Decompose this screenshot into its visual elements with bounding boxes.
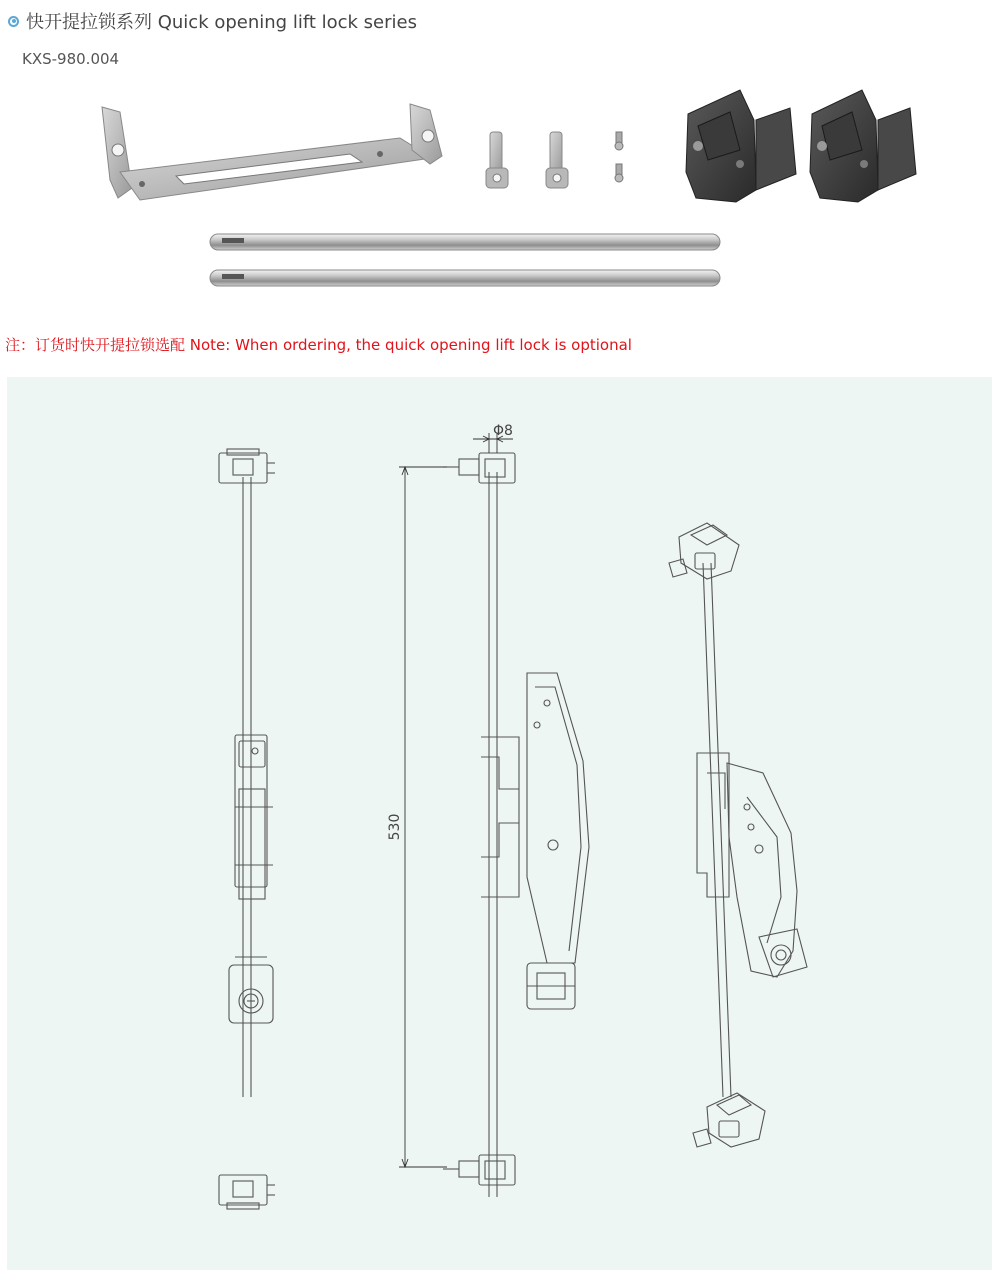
section-header <box>8 8 417 34</box>
technical-drawing <box>7 377 992 1270</box>
order-note: 注：订货时快开提拉锁选配 Note: When ordering, the quick opening lift lock is optional <box>5 336 632 354</box>
technical-drawing-panel <box>7 377 992 1270</box>
dimension-lines <box>399 433 513 1167</box>
side-view <box>443 453 589 1197</box>
mounting-bracket <box>102 104 442 200</box>
small-screws <box>615 132 623 182</box>
product-photo <box>80 80 940 310</box>
lock-rod-1 <box>210 234 720 250</box>
diameter-label: Φ8 <box>493 423 513 439</box>
front-view <box>219 449 275 1209</box>
circle-bullet-icon <box>8 16 19 27</box>
black-hinge-2 <box>810 90 916 202</box>
eye-bolt-1 <box>486 132 508 188</box>
product-model-code: KXS-980.004 <box>22 50 120 68</box>
black-hinge-1 <box>686 90 796 202</box>
length-label: 530 <box>387 813 403 841</box>
lock-rod-2 <box>210 270 720 286</box>
isometric-view <box>669 523 807 1147</box>
eye-bolt-2 <box>546 132 568 188</box>
section-title: 快开提拉锁系列 Quick opening lift lock series <box>26 12 417 33</box>
